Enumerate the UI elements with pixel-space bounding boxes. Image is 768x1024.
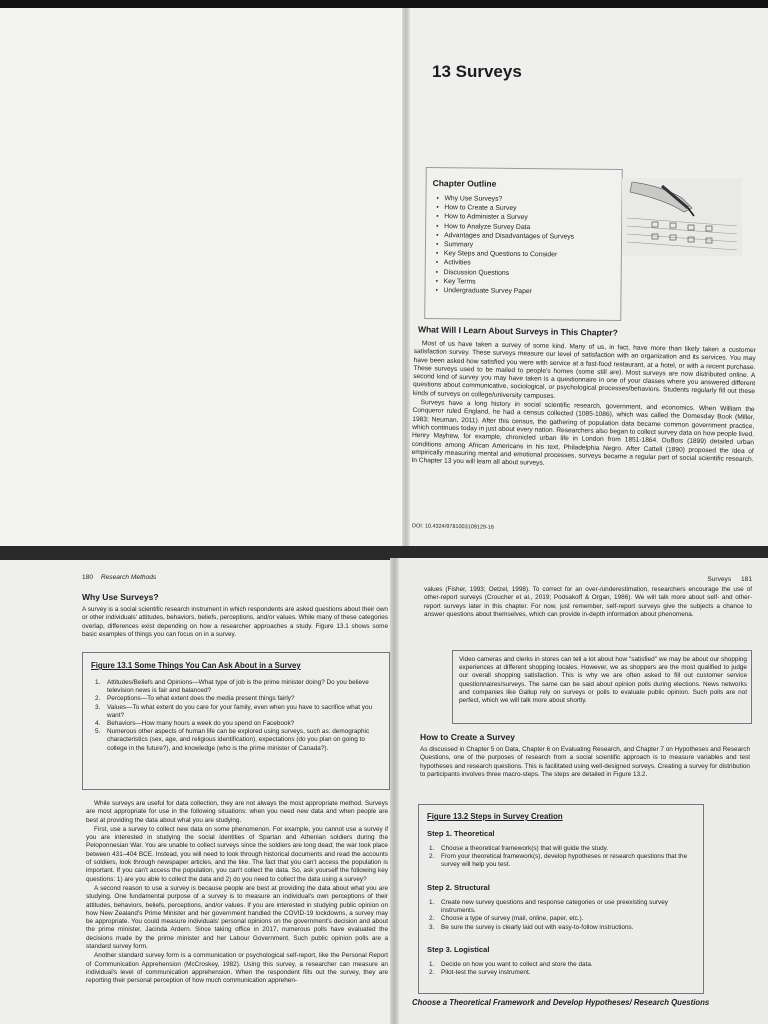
right-top-text [424, 586, 752, 620]
outline-item: • Advantages and Disadvantages of Surveys [436, 231, 574, 242]
learn-body-text [411, 340, 756, 474]
left-body-text [86, 800, 388, 987]
chapter-outline-title: Chapter Outline [432, 178, 497, 189]
section-heading-learn: What Will I Learn About Surveys in This Chapter? [417, 324, 618, 338]
outline-item: • Key Terms [436, 277, 574, 288]
figure-list-item: 4. Behaviors—How many hours a week do you spend on Facebook? [95, 720, 295, 728]
figure-list [95, 679, 381, 753]
running-title: Surveys [707, 576, 732, 583]
outline-item: • Undergraduate Survey Paper [435, 286, 573, 297]
step-item: 2. Choose a type of survey (mail, online, paper, etc.). [429, 915, 584, 923]
page-number: 181 [740, 576, 752, 583]
outline-item: • Activities [436, 259, 574, 270]
body-paragraph: Another standard survey form is a communication or psychological self-report, like the Personal Report of Communication Apprehension (McCroskey, 1982). Using this survey, a researcher can measure an individual's level of communication apprehension. When the respondent fills out the survey, they are reporting their personal perception of how much communication apprehen- [86, 952, 388, 985]
chapter-outline-box [424, 167, 623, 321]
step-heading: Step 2. Structural [427, 883, 490, 892]
figure-13-1-box [82, 652, 390, 790]
blank-left-page [0, 8, 408, 548]
figure-list-item: 1. Attitudes/Beliefs and Opinions—What type of job is the prime minister doing? Do you believe television news is fair and balanced? [95, 679, 369, 695]
section-heading-create: How to Create a Survey [420, 732, 515, 742]
outline-item: • Key Steps and Questions to Consider [436, 249, 574, 260]
pen-on-form-illustration [622, 178, 742, 256]
running-head-left [82, 574, 156, 581]
body-paragraph: Most of us have taken a survey of some kind. Many of us, in fact, have more than likely taken a customer satisfaction survey. These surveys measure our level of satisfaction with an organization and its services. You may have been asked how satisfied you were with service at a fast-food restaurant, at a hotel, or with a recent purchase. These surveys used to be mailed to people's homes (some still are). Most surveys are now distributed online. A second kind of survey you may have taken is a questionnaire in one of your classes where you answered different questions about communicative, sociological, or psychological processes/behaviors. Students regularly fill out these kinds of surveys on college/university campuses. [412, 340, 756, 400]
body-paragraph: A survey is a social scientific research instrument in which respondents are asked questions about their own or other individuals' attitudes, behaviors, beliefs, perceptions, and/or values. While many of these categories overlap, differences exist depending on how a researcher approaches a study. Figure 13.1 shows some basic examples of things you can focus on in a survey. [82, 606, 388, 638]
book-gutter [390, 558, 399, 1024]
shopping-example-box [452, 650, 752, 724]
step-item: 2. From your theoretical framework(s), develop hypotheses or research questions that the survey will help you test. [429, 853, 688, 869]
book-gutter [402, 8, 410, 548]
figure-title: Figure 13.1 Some Things You Can Ask About in a Survey [91, 661, 301, 670]
running-title: Research Methods [100, 574, 157, 581]
outline-item: • How to Analyze Survey Data [436, 222, 574, 233]
body-paragraph: While surveys are useful for data collection, they are not always the most appropriate method. Surveys are most appropriate for use in the following situations: when you need new data and when people are best at providing the data about what you are studying. [86, 800, 388, 824]
step-heading: Step 3. Logistical [427, 945, 490, 954]
page-number: 180 [82, 574, 94, 581]
figure-list-item: 2. Perceptions—To what extent does the media present things fairly? [95, 695, 295, 703]
figure-list-item: 3. Values—To what extent do you care for your family, even when you have to sacrifice what you want? [95, 703, 373, 719]
step-item: 1. Create new survey questions and response categories or use preexisting survey instruments. [429, 899, 668, 915]
body-paragraph: A second reason to use a survey is because people are best at providing the data about what you are studying. One fundamental purpose of a survey is to measure an individual's own perceptions of their attitudes, behaviors, beliefs, perceptions, and/or values. If you are interested in studying public opinion on how New Zealand's Prime Minister and her government handled the COVID-19 lockdowns, a survey may be appropriate. You could measure individuals' personal opinions on the government's decision and about the prime minister, Jacinda Ardern. Since taking office in 2017, numerous polls have evaluated the decisions made by the prime minister and her Labour Government. Such public opinion polls are a standard survey form. [86, 884, 388, 951]
outline-item: • Discussion Questions [436, 268, 574, 279]
section-heading-why: Why Use Surveys? [82, 592, 159, 602]
figure-title: Figure 13.2 Steps in Survey Creation [427, 812, 563, 821]
step-item: 3. Be sure the survey is clearly laid out with easy-to-follow instructions. [429, 923, 634, 931]
body-paragraph: values (Fisher, 1993; Oetzel, 1998). To correct for an over-/underestimation, researchers encourage the use of other-report surveys (Croucher et al., 2019; Podsakoff & Organ, 1986). We will talk more about self- and other-report surveys later in this chapter. For now, just remember, self-report surveys give the subjects a chance to answer questions about themselves, which can provide in-depth information about phenomena. [424, 586, 752, 618]
step-item: 1. Decide on how you want to collect and store the data. [429, 961, 593, 968]
step-heading: Step 1. Theoretical [427, 829, 495, 838]
step-list [429, 961, 695, 977]
figure-13-2-box [418, 804, 704, 994]
step-item: 1. Choose a theoretical framework(s) that will guide the study. [429, 845, 609, 852]
body-paragraph: As discussed in Chapter 5 on Data, Chapter 6 on Evaluating Research, and Chapter 7 on Hypotheses and Research Questions, one of the purposes of research from a social scientific approach is to measure variables and test hypotheses and research questions. This is facilitated using well-designed surveys. Creating a survey for distribution to participants involves three macro-steps. The steps are detailed in Figure 13.2. [420, 746, 750, 778]
figure-list-item: 5. Numerous other aspects of human life can be explored using surveys, such as: demographic characteristics (sex, age, and religious identification), expectations (do you plan on going to college in the future?), and knowledge (who is the prime minister of Canada?). [95, 728, 370, 752]
body-paragraph: First, use a survey to collect new data on some phenomenon. For example, you cannot use a survey if you are interested in studying the social identities of Spartan and Athenian soldiers during the Peloponnesian War. You are unable to collect surveys since the soldiers are long dead; the war took place between 431–404 BCE. Instead, you will need to look through historical documents and read the accounts of soldiers, look through newspaper articles, and the like. The fact that you can't access the population is important. If you can't access the population, you can't collect the data. So, ask yourself the following key questions: 1) are you able to collect the data and 2) do you need to collect the data using a survey? [86, 825, 388, 883]
outline-item: • How to Create a Survey [436, 203, 574, 214]
body-paragraph: Surveys have a long history in social scientific research, government, and economics. When William the Conqueror ruled England, he had a census collected (1085-1086), which was called the Domesday Book (Miller, 1983; Neuman, 2011). After this census, the gathering of population data became common government practice, which continues today in just about every nation. Researchers also began to collect survey data on how people lived. Henry Mayhew, for example, chronicled urban life in London from 1851-1864. DuBois (1899) detailed urban conditions among African Americans in his text, Philadelphia Negro. After Cattell (1890) proposed the idea of empirically measuring mental and emotional processes, surveys became a regular part of social scientific research. In Chapter 13 you will learn all about surveys. [411, 399, 755, 467]
outline-item: • Summary [436, 240, 574, 251]
step-item: 2. Pilot-test the survey instrument. [429, 969, 531, 977]
subsection-heading: Choose a Theoretical Framework and Develop Hypotheses/ Research Questions [412, 998, 710, 1007]
doi-line: DOI: 10.4324/9781003109129-16 [411, 523, 495, 531]
chapter-title: 13 Surveys [432, 62, 522, 81]
running-head-right [707, 576, 752, 583]
step-list [429, 845, 695, 870]
example-text: Video cameras and clerks in stores can tell a lot about how "satisfied" we may be about our shopping experiences at different shopping locales. However, we as shoppers are the most qualified to judge our overall shopping satisfaction. This is why we are often asked to fill out customer service questionnaires/surveys. The same can be said about opinion polls during elections. News networks and companies like Gallup rely on surveys or polls to evaluate public opinion. Such polls are not perfect, which we will talk more about shortly. [459, 656, 747, 705]
create-text [420, 746, 750, 780]
chapter-outline-list [435, 194, 574, 297]
outline-item: • Why Use Surveys? [436, 194, 574, 205]
intro-text [82, 606, 388, 640]
step-list [429, 899, 695, 932]
outline-item: • How to Administer a Survey [436, 212, 574, 223]
